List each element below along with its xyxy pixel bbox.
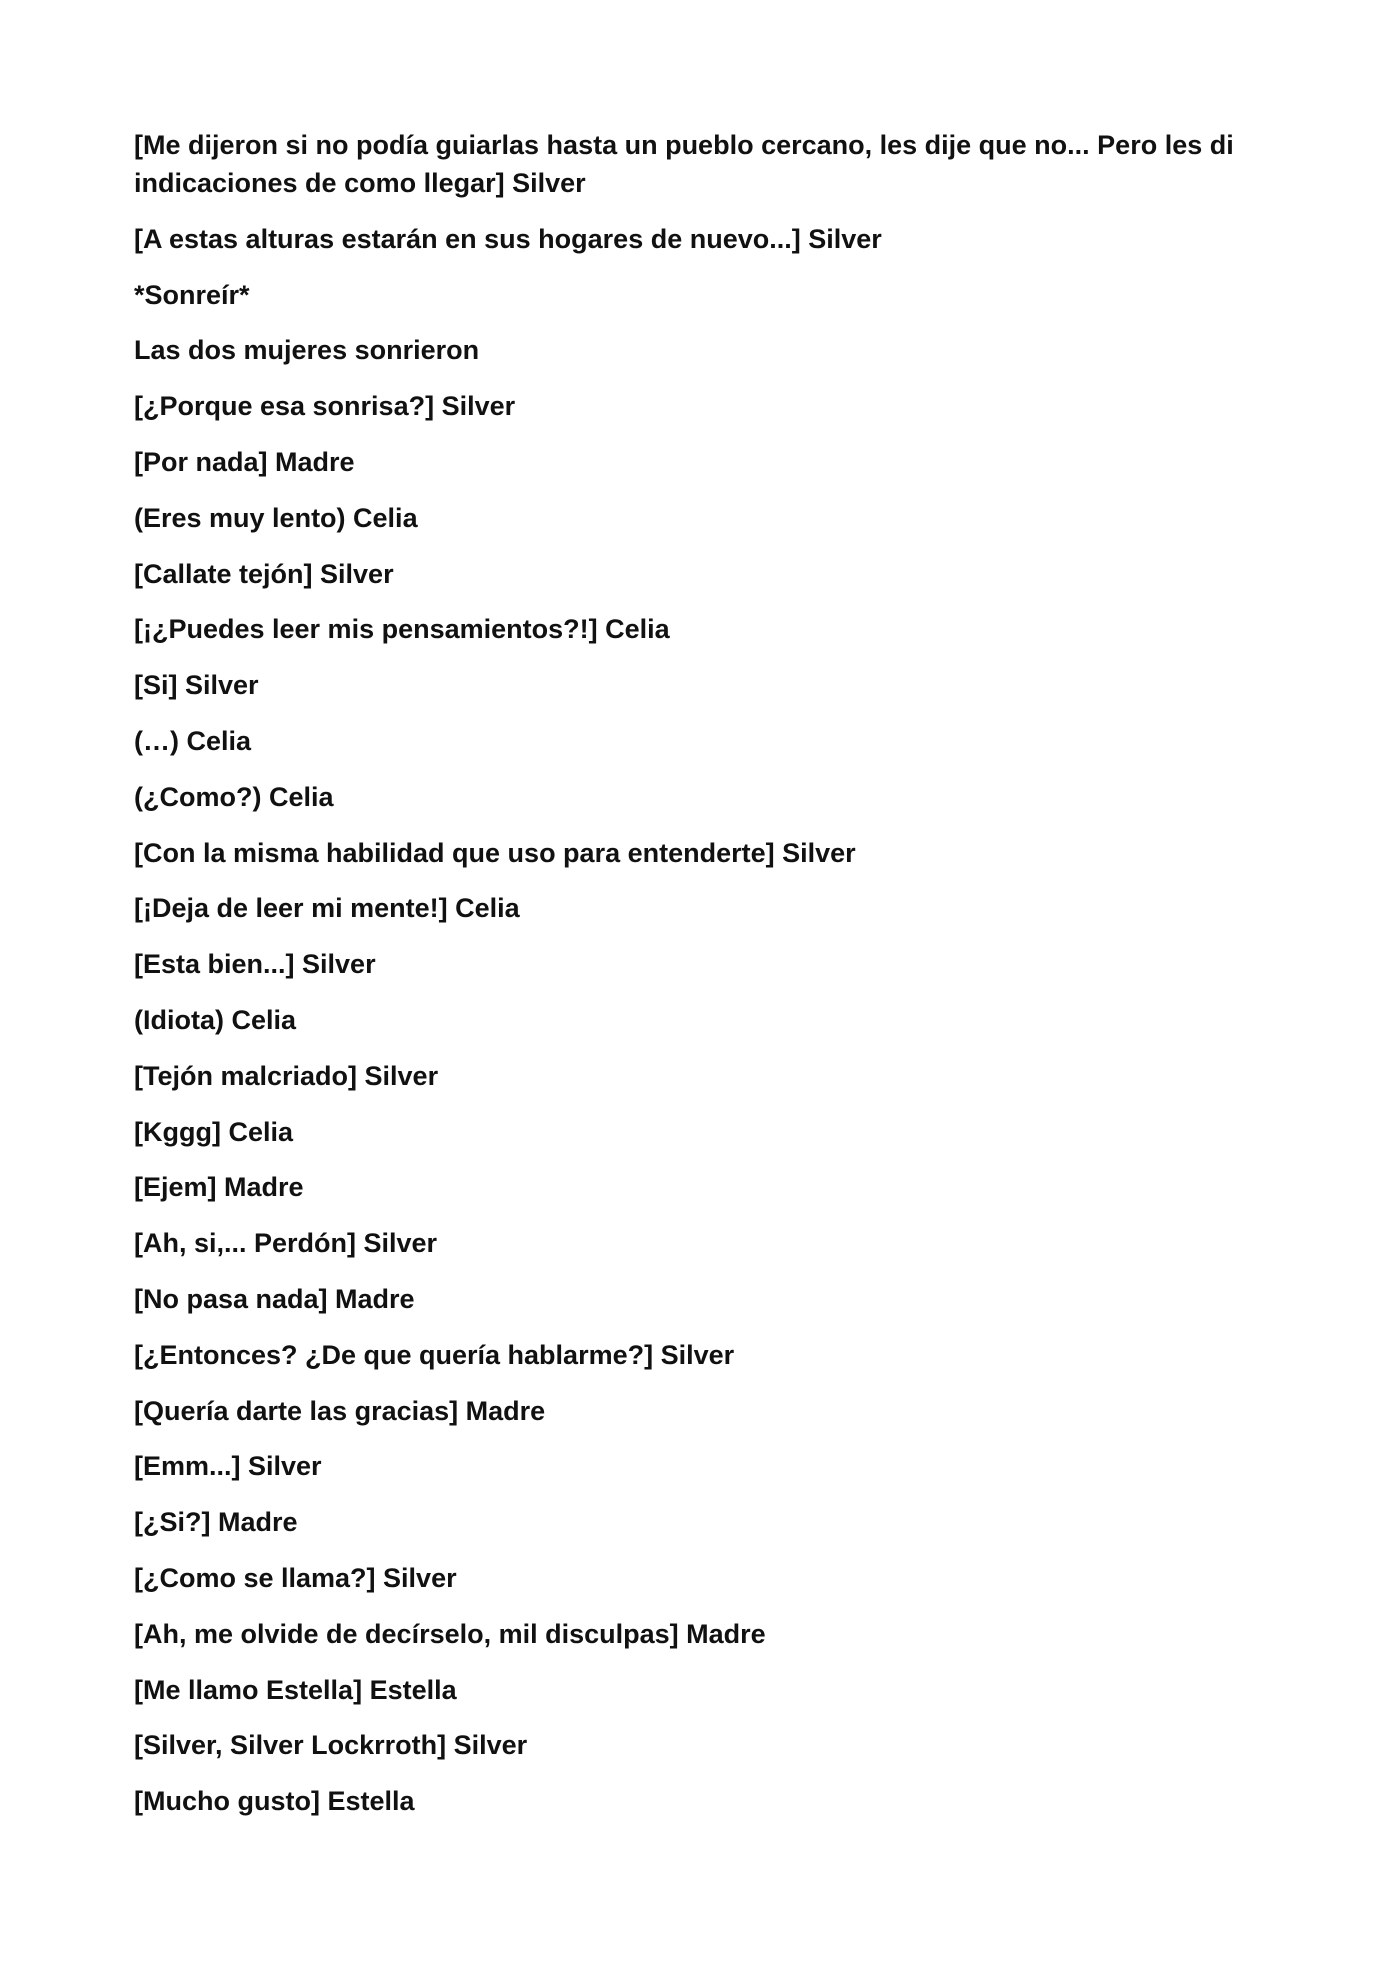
dialogue-line: Las dos mujeres sonrieron (134, 335, 480, 366)
dialogue-line: [Si] Silver (134, 670, 259, 701)
dialogue-line: [Emm...] Silver (134, 1451, 322, 1482)
dialogue-line: *Sonreír* (134, 279, 250, 310)
dialogue-line: [Tejón malcriado] Silver (134, 1060, 439, 1091)
dialogue-line: [A estas alturas estarán en sus hogares de nuevo...] Silver (134, 223, 882, 254)
dialogue-line: [¿Entonces? ¿De que quería hablarme?] Silver (134, 1339, 735, 1370)
dialogue-line: (…) Celia (134, 725, 252, 756)
dialogue-line: [Quería darte las gracias] Madre (134, 1395, 546, 1426)
dialogue-line: [¿Porque esa sonrisa?] Silver (134, 391, 516, 422)
dialogue-line: (Eres muy lento) Celia (134, 502, 418, 533)
dialogue-line: [Ah, si,... Perdón] Silver (134, 1228, 438, 1259)
dialogue-line: (Idiota) Celia (134, 1004, 297, 1035)
dialogue-line: [Ejem] Madre (134, 1172, 304, 1203)
dialogue-line: [Me llamo Estella] Estella (134, 1674, 457, 1705)
dialogue-line: [¿Si?] Madre (134, 1507, 298, 1538)
dialogue-line: [Ah, me olvide de decírselo, mil disculpas] Madre (134, 1618, 766, 1649)
dialogue-line: [Por nada] Madre (134, 446, 355, 477)
dialogue-line: [¿Como se llama?] Silver (134, 1562, 457, 1593)
dialogue-line: (¿Como?) Celia (134, 781, 334, 812)
dialogue-line: [Silver, Silver Lockrroth] Silver (134, 1730, 528, 1761)
dialogue-text (134, 126, 1274, 1838)
dialogue-line: [¡Deja de leer mi mente!] Celia (134, 893, 520, 924)
dialogue-line: [Me dijeron si no podía guiarlas hasta un pueblo cercano, les dije que no... Pero les di indicaciones de como llegar] Silver (134, 130, 1234, 198)
dialogue-line: [Kggg] Celia (134, 1116, 293, 1147)
dialogue-line: [¡¿Puedes leer mis pensamientos?!] Celia (134, 614, 670, 645)
dialogue-line: [Callate tejón] Silver (134, 558, 394, 589)
dialogue-line: [Con la misma habilidad que uso para entenderte] Silver (134, 837, 856, 868)
dialogue-line: [Mucho gusto] Estella (134, 1786, 415, 1817)
dialogue-line: [No pasa nada] Madre (134, 1283, 415, 1314)
dialogue-line: [Esta bien...] Silver (134, 949, 376, 980)
